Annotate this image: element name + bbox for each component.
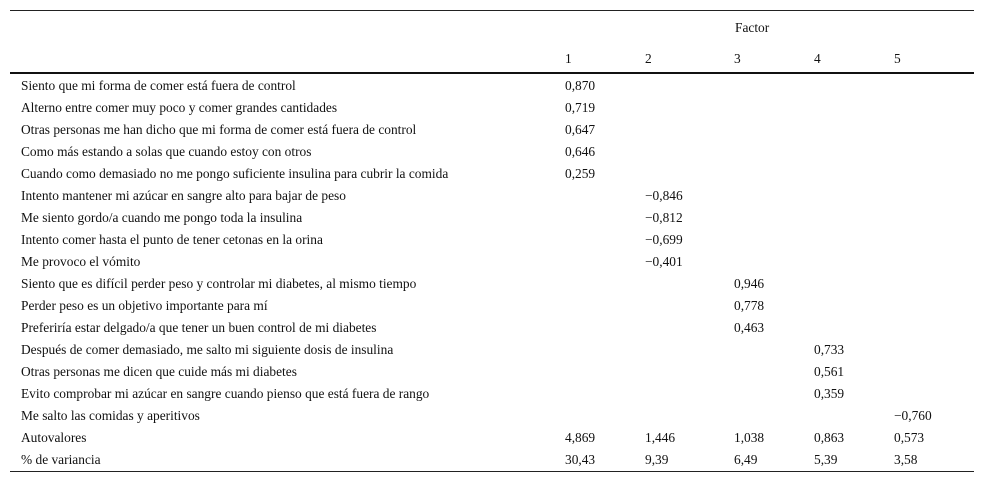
factor-2-value [645,273,734,295]
table-row [10,229,974,251]
factor-5-value [894,317,974,339]
factor-4-value [814,295,894,317]
factor-3-value: 0,463 [734,320,765,335]
row-label: Me provoco el vómito [21,254,141,269]
row-label: Me salto las comidas y aperitivos [21,408,200,423]
factor-4-value [814,185,894,207]
factor-2-value [645,405,734,427]
header-group-row [10,11,974,46]
factor-4-value [814,207,894,229]
table-row [10,449,974,472]
factor-1-value [565,185,645,207]
factor-number-1: 1 [565,45,645,73]
factor-4-value [814,73,894,97]
row-label: Intento mantener mi azúcar en sangre alto para bajar de peso [21,188,346,203]
factor-2-value [645,317,734,339]
table-row [10,251,974,273]
table-row [10,361,974,383]
factor-3-value: 1,038 [734,430,765,445]
row-label: Después de comer demasiado, me salto mi siguiente dosis de insulina [21,342,394,357]
row-label: Alterno entre comer muy poco y comer grandes cantidades [21,100,338,115]
table-row [10,119,974,141]
table-row [10,339,974,361]
factor-2-value [645,383,734,405]
table-row [10,427,974,449]
factor-5-value [894,185,974,207]
factor-5-value [894,207,974,229]
factor-3-value [734,97,814,119]
factor-4-value [814,405,894,427]
factor-2-value: 9,39 [645,449,734,472]
factor-5-value [894,339,974,361]
table-row [10,317,974,339]
factor-3-value [734,207,814,229]
factor-number-3: 3 [734,45,814,73]
factor-4-value: 0,561 [814,364,845,379]
table-row [10,163,974,185]
factor-2-value [645,119,734,141]
factor-5-value [894,383,974,405]
row-label: Otras personas me han dicho que mi forma de comer está fuera de control [21,122,417,137]
factor-3-value [734,119,814,141]
factor-number-5: 5 [894,45,974,73]
factor-5-value: 0,573 [894,430,925,445]
table-row [10,73,974,97]
factor-4-value [814,119,894,141]
factor-3-value [734,405,814,427]
factor-1-value [565,251,645,273]
table-row [10,97,974,119]
factor-5-value [894,229,974,251]
factor-2-value: −0,699 [645,232,683,247]
factor-2-value: −0,846 [645,188,683,203]
row-label: Como más estando a solas que cuando estoy con otros [21,144,312,159]
factor-1-value: 0,646 [565,144,596,159]
factor-1-value: 4,869 [565,430,596,445]
factor-1-value [565,207,645,229]
table-row [10,141,974,163]
factor-4-value [814,97,894,119]
factor-loadings-table [10,10,974,472]
factor-3-value [734,73,814,97]
factor-2-value: −0,812 [645,210,683,225]
table-row [10,295,974,317]
factor-number-2: 2 [645,45,734,73]
table-row [10,185,974,207]
row-label: Perder peso es un objetivo importante para mí [21,298,268,313]
factor-1-value [565,317,645,339]
header-empty-cell [10,11,565,46]
factor-2-value [645,295,734,317]
row-label: Me siento gordo/a cuando me pongo toda la insulina [21,210,303,225]
factor-5-value [894,273,974,295]
factor-1-value: 30,43 [565,449,645,472]
table-header [10,11,974,74]
factor-3-value [734,229,814,251]
table-body [10,73,974,472]
factor-4-value [814,317,894,339]
factor-2-value [645,361,734,383]
factor-3-value: 0,946 [734,276,765,291]
factor-1-value: 0,870 [565,77,596,93]
factor-1-value [565,229,645,251]
row-label: % de variancia [10,449,565,472]
factor-3-value [734,163,814,185]
factor-3-value [734,185,814,207]
row-label: Preferiría estar delgado/a que tener un buen control de mi diabetes [21,320,377,335]
factor-5-value [894,97,974,119]
factor-5-value [894,163,974,185]
factor-1-value [565,383,645,405]
factor-group-label: Factor [565,11,974,46]
factor-3-value: 6,49 [734,449,814,472]
factor-3-value [734,361,814,383]
factor-2-value [645,339,734,361]
factor-3-value [734,383,814,405]
factor-4-value [814,273,894,295]
factor-5-value [894,361,974,383]
factor-3-value [734,251,814,273]
factor-5-value [894,251,974,273]
table-row [10,207,974,229]
factor-1-value: 0,259 [565,166,596,181]
factor-5-value: −0,760 [894,408,932,423]
row-label: Evito comprobar mi azúcar en sangre cuando pienso que está fuera de rango [21,386,430,401]
factor-5-value [894,295,974,317]
factor-3-value: 0,778 [734,298,765,313]
factor-2-value [645,73,734,97]
factor-1-value [565,405,645,427]
factor-3-value [734,141,814,163]
factor-loadings-table-container [10,10,974,472]
factor-2-value [645,97,734,119]
row-label: Siento que mi forma de comer está fuera de control [21,77,296,93]
row-label: Intento comer hasta el punto de tener cetonas en la orina [21,232,323,247]
header-factor-numbers-row [10,45,974,73]
factor-5-value [894,73,974,97]
factor-2-value [645,141,734,163]
factor-2-value: −0,401 [645,254,683,269]
factor-4-value: 0,733 [814,342,845,357]
factor-1-value [565,339,645,361]
row-label: Cuando como demasiado no me pongo suficiente insulina para cubrir la comida [21,166,449,181]
factor-4-value [814,229,894,251]
factor-5-value [894,141,974,163]
row-label: Autovalores [21,430,87,445]
header-empty-cell [10,45,565,73]
factor-4-value: 0,359 [814,386,845,401]
factor-1-value [565,361,645,383]
factor-1-value [565,295,645,317]
factor-1-value: 0,719 [565,100,596,115]
factor-2-value: 1,446 [645,430,676,445]
factor-4-value: 5,39 [814,449,894,472]
factor-1-value [565,273,645,295]
factor-3-value [734,339,814,361]
factor-4-value [814,251,894,273]
row-label: Otras personas me dicen que cuide más mi diabetes [21,364,297,379]
table-row [10,273,974,295]
factor-4-value: 0,863 [814,430,845,445]
factor-5-value: 3,58 [894,449,974,472]
factor-5-value [894,119,974,141]
factor-1-value: 0,647 [565,122,596,137]
row-label: Siento que es difícil perder peso y controlar mi diabetes, al mismo tiempo [21,276,417,291]
factor-number-4: 4 [814,45,894,73]
factor-4-value [814,141,894,163]
factor-4-value [814,163,894,185]
factor-2-value [645,163,734,185]
table-row [10,383,974,405]
table-row [10,405,974,427]
